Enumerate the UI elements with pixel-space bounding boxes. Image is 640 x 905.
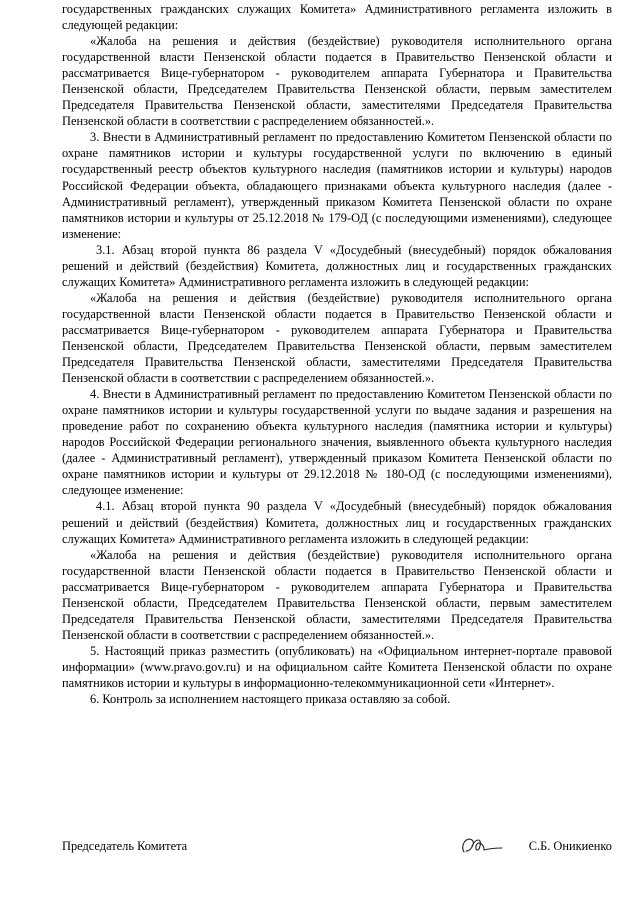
paragraph: государственных гражданских служащих Комитета» Административного регламента изложить в следующей редакции: [62, 2, 612, 33]
paragraph: 4.1. Абзац второй пункта 90 раздела V «Досудебный (внесудебный) порядок обжалования решений и действий (бездействия) Комитета, должностных лиц и государственных гражданских служащих Комитета» Административного регламента изложить в следующей редакции: [62, 499, 612, 546]
paragraph: 6. Контроль за исполнением настоящего приказа оставляю за собой. [90, 692, 451, 707]
paragraph: «Жалоба на решения и действия (бездействие) руководителя исполнительного органа государственной власти Пензенской области подается в Правительство Пензенской области и рассматривается Вице-губернатором - руководителем аппарата Губернатора и Правительства Пензенской области, Председателем Правительства Пензенской области, первым заместителем Председателя Правительства Пензенской области, заместителями Председателя Правительства Пензенской области в соответствии с распределением обязанностей.». [62, 34, 612, 129]
signature-block [62, 838, 612, 858]
paragraph: 4. Внести в Административный регламент по предоставлению Комитетом Пензенской области по охране памятников истории и культуры государственной услуги по выдаче задания и разрешения на проведение работ по сохранению объекта культурного наследия (памятника истории и культуры) народов Российской Федерации регионального значения, выявленного объекта культурного наследия (далее - Административный регламент), утвержденный приказом Комитета Пензенской области по охране памятников истории и культуры от 29.12.2018 № 180-ОД (с последующими изменениями), следующее изменение: [62, 387, 612, 498]
signatory-position: Председатель Комитета [62, 839, 188, 853]
paragraph: «Жалоба на решения и действия (бездействие) руководителя исполнительного органа государственной власти Пензенской области подается в Правительство Пензенской области и рассматривается Вице-губернатором - руководителем аппарата Губернатора и Правительства Пензенской области, Председателем Правительства Пензенской области, первым заместителем Председателя Правительства Пензенской области, заместителями Председателя Правительства Пензенской области в соответствии с распределением обязанностей.». [62, 547, 612, 642]
handwritten-signature [458, 832, 506, 858]
paragraph: «Жалоба на решения и действия (бездействие) руководителя исполнительного органа государственной власти Пензенской области подается в Правительство Пензенской области и рассматривается Вице-губернатором - руководителем аппарата Губернатора и Правительства Пензенской области, Председателем Правительства Пензенской области, первым заместителем Председателя Правительства Пензенской области, заместителями Председателя Правительства Пензенской области в соответствии с распределением обязанностей.». [62, 290, 612, 386]
paragraph: 5. Настоящий приказ разместить (опубликовать) на «Официальном интернет-портале правовой информации» (www.pravo.gov.ru) и на официальном сайте Комитета Пензенской области по охране памятников истории и культуры в информационно-телекоммуникационной сети «Интернет». [62, 643, 612, 690]
paragraph: 3.1. Абзац второй пункта 86 раздела V «Досудебный (внесудебный) порядок обжалования решений и действий (бездействия) Комитета, должностных лиц и государственных гражданских служащих Комитета» Административного регламента изложить в следующей редакции: [62, 242, 612, 289]
paragraph: 3. Внести в Административный регламент по предоставлению Комитетом Пензенской области по охране памятников истории и культуры государственной услуги по включению в единый государственный реестр объектов культурного наследия (памятников истории и культуры) народов Российской Федерации объекта, обладающего признаками объекта культурного наследия (далее - Административный регламент), утвержденный приказом Комитета Пензенской области по охране памятников истории и культуры от 25.12.2018 № 179-ОД (с последующими изменениями), следующее изменение: [62, 130, 612, 241]
signatory-name: С.Б. Оникиенко [528, 839, 612, 853]
document-body [62, 1, 612, 707]
